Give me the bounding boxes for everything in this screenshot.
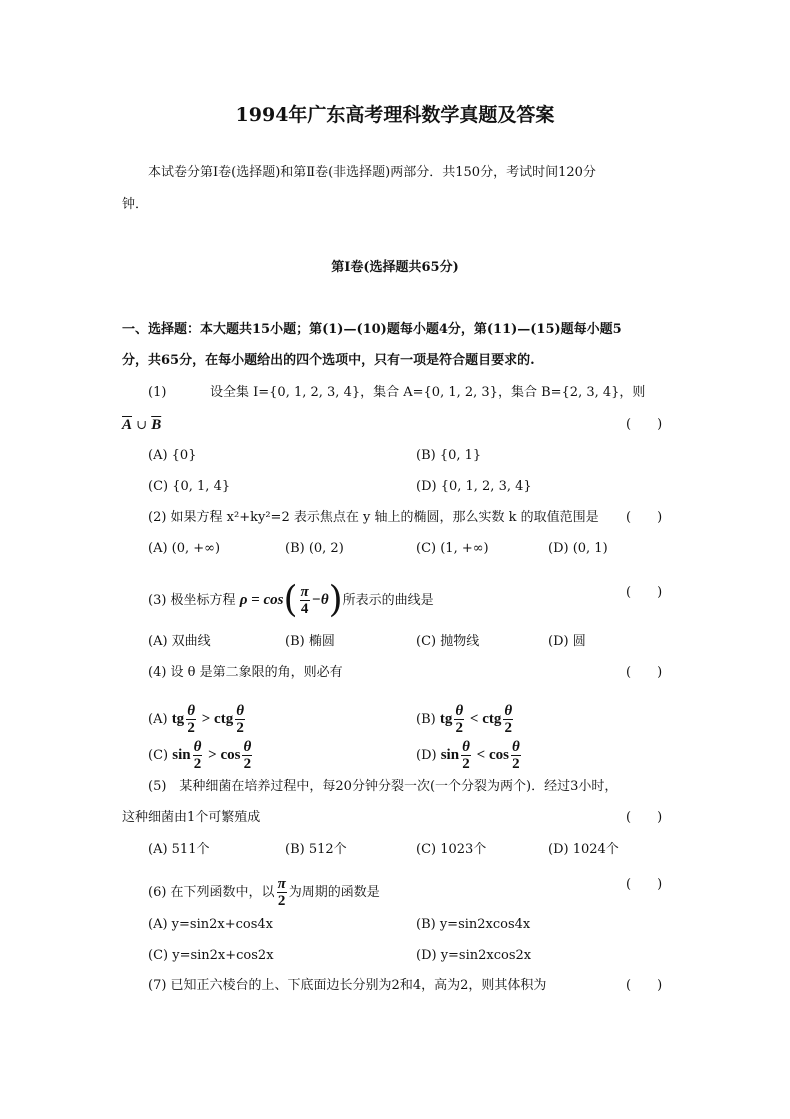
option — [148, 703, 247, 736]
option: (D) {0, 1, 2, 3, 4} — [416, 479, 532, 494]
numerator: θ — [511, 739, 520, 755]
fraction — [511, 739, 521, 772]
question-6-text — [148, 876, 380, 909]
option: (C) {0, 1, 4} — [148, 479, 231, 494]
numerator: π — [300, 584, 309, 600]
question-text: 所表示的曲线是 — [342, 593, 434, 608]
function-name: tg — [171, 711, 185, 727]
set-a-complement: $\overline{A}$ — [122, 417, 133, 433]
question-2-text: (2) 如果方程 x²+ky²=2 表示焦点在 y 轴上的椭圆，那么实数 k 的取值范围是 — [148, 510, 599, 525]
question-1-expression — [122, 416, 161, 435]
denominator: 2 — [243, 756, 252, 772]
function-name: sin — [172, 747, 191, 763]
question-text: 为周期的函数是 — [288, 885, 380, 900]
paren-left: ( — [283, 579, 298, 621]
fraction — [242, 739, 252, 772]
fraction — [454, 703, 464, 736]
answer-blank: ( ) — [626, 978, 663, 993]
option: (C) 1023个 — [416, 842, 487, 857]
numerator: θ — [187, 703, 195, 719]
fraction — [277, 876, 287, 909]
option-label: (A) — [148, 712, 168, 727]
question-1-text: 设全集 I={0, 1, 2, 3, 4}，集合 A={0, 1, 2, 3}，集合 B={2, 3, 4}，则 — [210, 385, 646, 400]
question-text: (6) 在下列函数中，以 — [148, 885, 275, 900]
question-5-text: (5) 某种细菌在培养过程中，每20分钟分裂一次(一个分裂为两个)．经过3小时， — [148, 779, 618, 794]
question-4-text: (4) 设 θ 是第二象限的角，则必有 — [148, 665, 343, 680]
answer-blank: ( ) — [626, 665, 663, 680]
option-label: (B) — [416, 712, 436, 727]
function-name: ctg — [214, 711, 234, 727]
section-heading: 第Ⅰ卷(选择题共65分) — [331, 260, 459, 275]
option: (C) (1, +∞) — [416, 541, 489, 556]
operator: < — [466, 711, 483, 727]
numerator: θ — [455, 703, 464, 719]
option: (B) y=sin2xcos4x — [416, 917, 531, 932]
question-7-text: (7) 已知正六棱台的上、下底面边长分别为2和4，高为2，则其体积为 — [148, 978, 547, 993]
answer-blank: ( ) — [626, 510, 663, 525]
answer-blank: ( ) — [626, 810, 663, 825]
set-b-complement: $\overline{B}$ — [151, 417, 162, 433]
option — [416, 739, 523, 772]
numerator: θ — [462, 739, 470, 755]
denominator: 2 — [455, 720, 463, 736]
option — [148, 739, 254, 772]
denominator: 2 — [236, 720, 244, 736]
answer-blank: ( ) — [626, 877, 663, 892]
operator: > — [204, 747, 221, 763]
fraction — [300, 584, 310, 617]
numerator: θ — [504, 703, 513, 719]
part-instructions: 一、选择题：本大题共15小题；第(1)—(10)题每小题4分，第(11)—(15)题每小题5 — [122, 322, 622, 337]
denominator: 2 — [504, 720, 512, 736]
fraction — [235, 703, 245, 736]
numerator: θ — [243, 739, 252, 755]
option-label: (C) — [148, 748, 169, 763]
intro-line: 本试卷分第Ⅰ卷(选择题)和第Ⅱ卷(非选择题)两部分．共150分，考试时间120分 — [148, 165, 596, 180]
fraction — [461, 739, 471, 772]
numerator: θ — [236, 703, 244, 719]
denominator: 2 — [512, 756, 520, 772]
denominator: 2 — [187, 720, 195, 736]
option — [416, 703, 515, 736]
fraction — [186, 703, 196, 736]
question-3-text — [148, 579, 434, 621]
option: (A) y=sin2x+cos4x — [148, 917, 273, 932]
numerator: π — [277, 876, 286, 892]
denominator: 2 — [277, 893, 286, 909]
answer-blank: ( ) — [626, 585, 663, 600]
question-1-number: (1) — [148, 385, 167, 400]
denominator: 2 — [193, 756, 202, 772]
intro-line: 钟． — [122, 197, 149, 212]
numerator: θ — [193, 739, 202, 755]
operator: < — [472, 747, 489, 763]
option-label: (D) — [416, 748, 437, 763]
page-title: 1994年广东高考理科数学真题及答案 — [235, 104, 555, 126]
option: (B) (0, 2) — [285, 541, 344, 556]
option: (D) 圆 — [548, 634, 586, 649]
part-instructions: 分，共65分，在每小题给出的四个选项中，只有一项是符合题目要求的. — [122, 353, 535, 368]
option: (D) 1024个 — [548, 842, 619, 857]
option: (A) 双曲线 — [148, 634, 211, 649]
function-name: cos — [220, 747, 241, 763]
option: (D) y=sin2xcos2x — [416, 948, 532, 963]
question-5-text: 这种细菌由1个可繁殖成 — [122, 810, 261, 825]
answer-blank: ( ) — [626, 417, 663, 432]
function-name: cos — [488, 747, 509, 763]
option: (B) 椭圆 — [285, 634, 335, 649]
paren-right: ) — [328, 579, 343, 621]
function-name: sin — [440, 747, 460, 763]
function-name: ctg — [482, 711, 502, 727]
denominator: 2 — [462, 756, 470, 772]
fraction — [193, 739, 203, 772]
option: (B) 512个 — [285, 842, 347, 857]
option: (B) {0, 1} — [416, 448, 482, 463]
fraction — [503, 703, 513, 736]
operator: > — [197, 711, 215, 727]
option: (C) 抛物线 — [416, 634, 480, 649]
option: (A) 511个 — [148, 842, 210, 857]
formula: −θ — [311, 592, 329, 608]
option: (D) (0, 1) — [548, 541, 608, 556]
formula: ρ = cos — [239, 592, 284, 608]
union-symbol: ∪ — [132, 418, 152, 433]
option: (C) y=sin2x+cos2x — [148, 948, 274, 963]
option: (A) (0, +∞) — [148, 541, 221, 556]
question-text: (3) 极坐标方程 — [148, 593, 236, 608]
function-name: tg — [439, 711, 453, 727]
denominator: 4 — [300, 601, 309, 617]
option: (A) {0} — [148, 448, 197, 463]
